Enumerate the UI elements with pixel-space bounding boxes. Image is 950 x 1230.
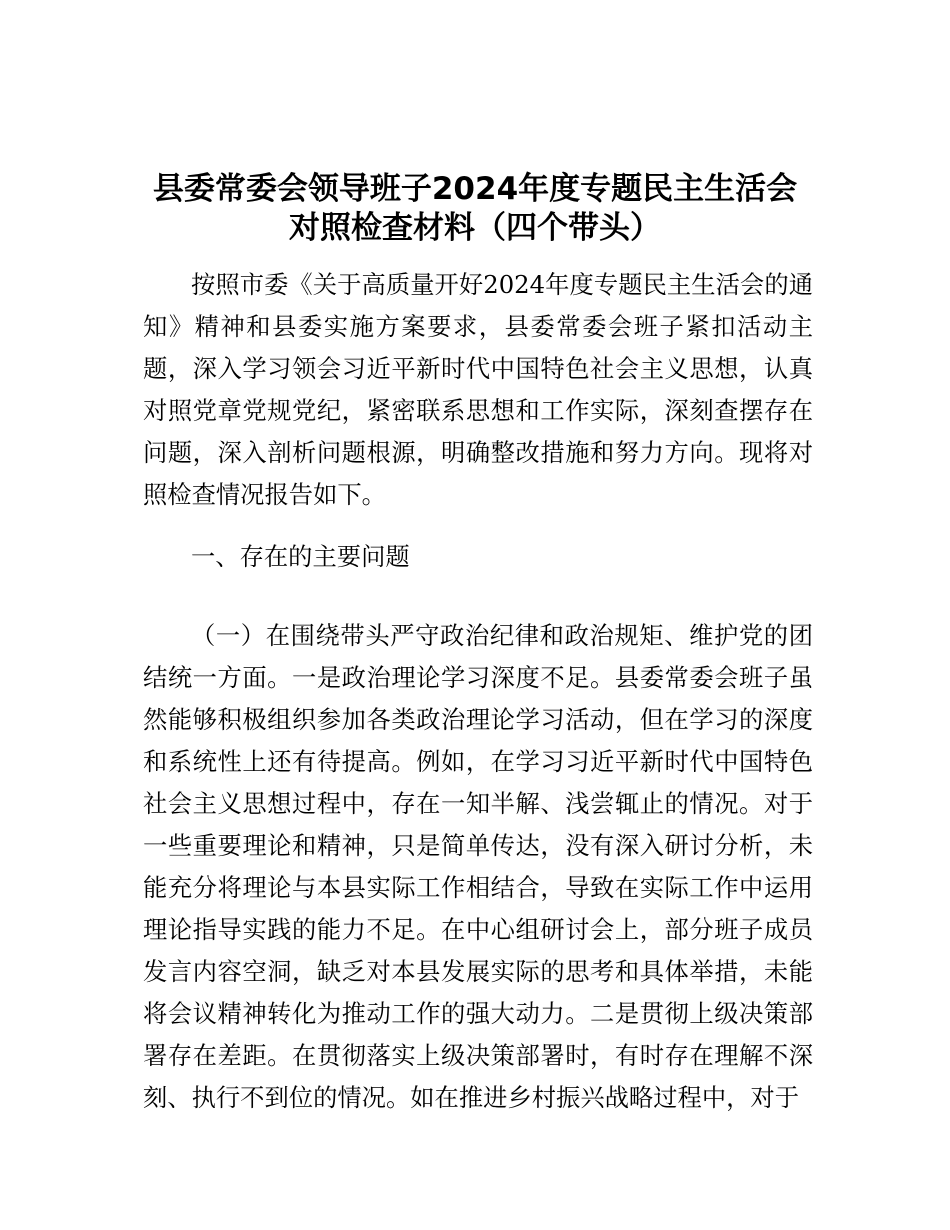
intro-paragraph: 按照市委《关于高质量开好2024年度专题民主生活会的通知》精神和县委实施方案要求，县委常委会班子紧扣活动主题，深入学习领会习近平新时代中国特色社会主义思想，认真对照党章党规党纪，紧密联系思想和工作实际，深刻查摆存在问题，深入剖析问题根源，明确整改措施和努力方向。现将对照检查情况报告如下。 [143,270,813,509]
section-paragraph: （一）在围绕带头严守政治纪律和政治规矩、维护党的团结统一方面。一是政治理论学习深度不足。县委常委会班子虽然能够积极组织参加各类政治理论学习活动，但在学习的深度和系统性上还有待提高。例如，在学习习近平新时代中国特色社会主义思想过程中，存在一知半解、浅尝辄止的情况。对于一些重要理论和精神，只是简单传达，没有深入研讨分析，未能充分将理论与本县实际工作相结合，导致在实际工作中运用理论指导实践的能力不足。在中心组研讨会上，部分班子成员发言内容空洞，缺乏对本县发展实际的思考和具体举措，未能将会议精神转化为推动工作的强大动力。二是贯彻上级决策部署存在差距。在贯彻落实上级决策部署时，有时存在理解不深刻、执行不到位的情况。如在推进乡村振兴战略过程中，对于 [143,621,813,1112]
section-heading: 一、存在的主要问题 [191,542,410,571]
document-title-line-2: 对照检查材料（四个带头） [289,210,661,246]
document-title-line-1: 县委常委会领导班子2024年度专题民主生活会 [152,171,798,207]
